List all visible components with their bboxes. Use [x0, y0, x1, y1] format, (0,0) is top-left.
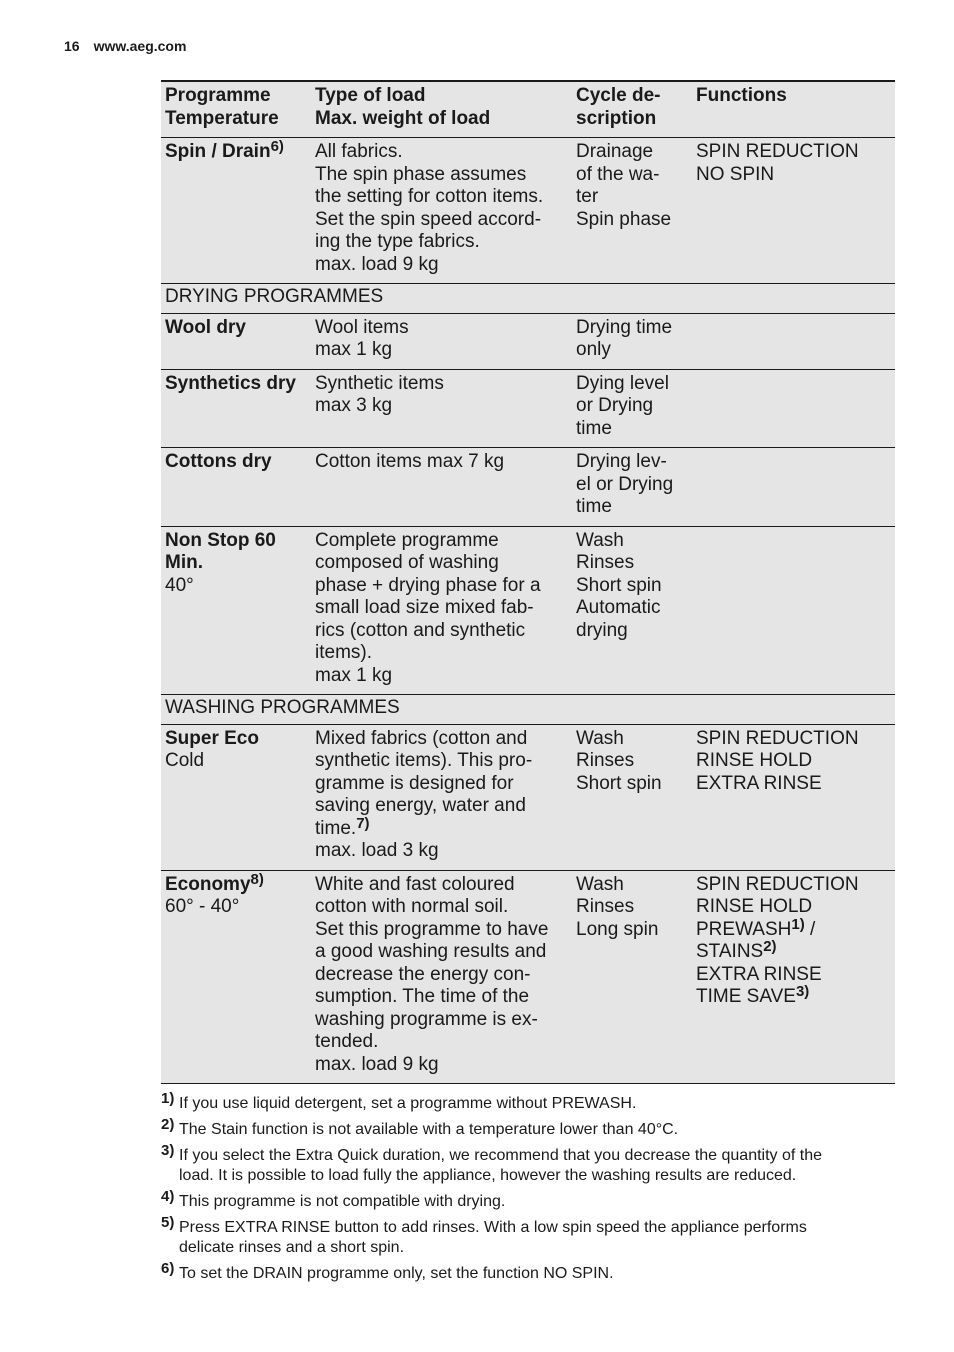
load-line: time.$^{7)}$: [315, 814, 370, 839]
function-item: [696, 728, 891, 751]
footnote-text: This programme is not compatible with drying.: [179, 1193, 506, 1210]
function-item: [696, 938, 891, 964]
cycle-line: Automatic: [576, 597, 661, 618]
table-row: [161, 526, 895, 695]
cycle-cell: [572, 526, 692, 695]
functions-cell: [692, 369, 895, 448]
section-row: [161, 284, 895, 314]
programme-cell: [161, 138, 311, 284]
load-line: items).: [315, 642, 372, 663]
cycle-line: Wash: [576, 873, 624, 895]
footnote: [161, 1188, 897, 1212]
footnote-ref: 3): [795, 983, 810, 1000]
section-row: [161, 695, 895, 725]
load-line: sumption. The time of the: [315, 986, 530, 1007]
function-item: [696, 164, 891, 187]
programme-cell: [161, 870, 311, 1084]
programme-cell: [161, 313, 311, 369]
programme-cell: [161, 369, 311, 448]
cycle-line: only: [576, 339, 611, 360]
programme-name: Economy: [165, 873, 251, 895]
cycle-line: of the wa-: [576, 163, 660, 185]
table-row: [161, 724, 895, 870]
functions-cell: [692, 448, 895, 527]
header-programme: Programme Temperature: [161, 81, 311, 138]
table-row: [161, 138, 895, 284]
programme-name: Super Eco: [165, 727, 259, 749]
footnote-text: The Stain function is not available with a temperature lower than 40°C.: [179, 1121, 679, 1138]
cycle-cell: [572, 138, 692, 284]
load-line: Cotton items max 7 kg: [315, 451, 505, 472]
cycle-line: or Drying: [576, 395, 654, 416]
load-line: gramme is designed for: [315, 772, 514, 794]
load-cell: [311, 724, 572, 870]
footnote-ref: 7): [356, 814, 370, 832]
cycle-line: Rinses: [576, 750, 635, 771]
table-header-row: [161, 81, 895, 138]
cycle-line: Drying time: [576, 316, 673, 338]
cycle-cell: [572, 724, 692, 870]
function-item: [696, 915, 891, 942]
function-label: EXTRA RINSE: [696, 963, 822, 985]
load-cell: [311, 138, 572, 284]
function-item: [696, 750, 891, 773]
load-line: cotton with normal soil.: [315, 896, 509, 917]
table-row: [161, 448, 895, 527]
page-number: 16: [64, 38, 80, 54]
footnote-mark: 2): [161, 1116, 175, 1133]
cycle-cell: [572, 369, 692, 448]
function-label: RINSE HOLD: [696, 896, 813, 917]
load-line: decrease the energy con-: [315, 963, 531, 985]
load-line: ing the type fabrics.: [315, 231, 480, 252]
table-row: [161, 369, 895, 448]
footnote-text: If you select the Extra Quick duration, we recommend that you decrease the quantity of the: [179, 1147, 823, 1164]
footnote: [161, 1116, 897, 1140]
function-label: SPIN REDUCTION: [696, 873, 859, 895]
function-label: PREWASH: [696, 918, 792, 940]
footnote-mark: 4): [161, 1188, 175, 1205]
load-line: max 3 kg: [315, 395, 393, 416]
load-line: tended.: [315, 1031, 379, 1052]
load-line: max. load 3 kg: [315, 840, 439, 861]
cycle-line: Short spin: [576, 772, 662, 794]
load-line: Mixed fabrics (cotton and: [315, 727, 528, 749]
site-url: www.aeg.com: [93, 38, 187, 54]
functions-cell: [692, 526, 895, 695]
programme-name: Wool dry: [165, 316, 246, 338]
cycle-line: drying: [576, 619, 628, 641]
function-label: EXTRA RINSE: [696, 772, 822, 794]
cycle-line: Rinses: [576, 896, 635, 917]
cycle-line: time: [576, 417, 612, 439]
load-cell: [311, 870, 572, 1084]
footnote-mark: 3): [161, 1142, 175, 1159]
functions-cell: [692, 313, 895, 369]
load-line: composed of washing: [315, 552, 499, 573]
load-line: washing programme is ex-: [315, 1008, 538, 1030]
footnote: [161, 1142, 897, 1186]
section-label: DRYING PROGRAMMES: [161, 284, 895, 314]
table-row: [161, 870, 895, 1084]
load-line: a good washing results and: [315, 941, 547, 962]
cycle-cell: [572, 448, 692, 527]
header-cycle: Cycle de- scription: [572, 81, 692, 138]
function-label: NO SPIN: [696, 163, 775, 185]
load-cell: [311, 313, 572, 369]
page-header: [64, 38, 186, 54]
cycle-cell: [572, 313, 692, 369]
load-line: the setting for cotton items.: [315, 186, 544, 207]
programme-table: [161, 80, 895, 1084]
cycle-line: Wash: [576, 529, 624, 551]
programme-temperature: 60° - 40°: [165, 896, 240, 917]
footnote-text: load. It is possible to load fully the appliance, however the washing results are reduced.: [179, 1167, 797, 1184]
footnote: [161, 1260, 897, 1284]
programme-name: Cottons dry: [165, 451, 272, 472]
function-item: [696, 983, 891, 1009]
footnote-text: To set the DRAIN programme only, set the function NO SPIN.: [179, 1265, 614, 1282]
function-label: RINSE HOLD: [696, 750, 813, 771]
load-line: saving energy, water and: [315, 795, 526, 816]
load-line: max. load 9 kg: [315, 253, 439, 275]
header-functions: Functions: [692, 81, 895, 138]
load-line: The spin phase assumes: [315, 163, 527, 185]
footnote-mark: 5): [161, 1214, 175, 1231]
footnote: [161, 1214, 897, 1258]
load-line: White and fast coloured: [315, 873, 515, 895]
function-label: SPIN REDUCTION: [696, 727, 859, 749]
programme-cell: [161, 526, 311, 695]
functions-cell: [692, 138, 895, 284]
table-row: [161, 313, 895, 369]
programme-name: Synthetics dry: [165, 372, 296, 394]
cycle-line: Wash: [576, 727, 624, 749]
load-line: max 1 kg: [315, 664, 393, 686]
function-item: [696, 874, 891, 897]
load-line: phase + drying phase for a: [315, 574, 541, 596]
footnote-mark: 1): [161, 1090, 175, 1107]
load-line: Wool items: [315, 316, 409, 338]
load-line: rics (cotton and synthetic: [315, 619, 526, 641]
load-line: Set the spin speed accord-: [315, 208, 542, 230]
programme-name: Spin / Drain: [165, 141, 271, 162]
section-label: WASHING PROGRAMMES: [161, 695, 895, 725]
cycle-cell: [572, 870, 692, 1084]
load-cell: [311, 448, 572, 527]
cycle-line: Dying level: [576, 372, 669, 394]
cycle-line: Short spin: [576, 574, 662, 596]
footnotes: [161, 1090, 897, 1290]
cycle-line: Rinses: [576, 552, 635, 573]
footnote-ref: 6): [270, 138, 284, 155]
footnote-ref: 1): [791, 915, 805, 933]
programme-temperature: 40°: [165, 574, 194, 596]
load-line: max. load 9 kg: [315, 1053, 439, 1075]
footnote-ref: 2): [763, 938, 777, 955]
function-label: STAINS: [696, 941, 764, 962]
footnote: [161, 1090, 897, 1114]
programme-temperature: Cold: [165, 750, 205, 771]
load-line: synthetic items). This pro-: [315, 750, 533, 771]
load-line: All fabrics.: [315, 141, 403, 162]
load-line: small load size mixed fab-: [315, 597, 534, 618]
cycle-line: Drying lev-: [576, 451, 667, 472]
cycle-line: ter: [576, 186, 599, 207]
function-item: [696, 773, 891, 796]
footnote-mark: 6): [161, 1260, 175, 1277]
functions-cell: [692, 870, 895, 1084]
programme-name: Non Stop 60 Min.: [165, 529, 276, 573]
load-line: max 1 kg: [315, 339, 393, 360]
cycle-line: time: [576, 496, 612, 517]
load-line: Set this programme to have: [315, 918, 549, 940]
table-body: [161, 138, 895, 1084]
function-item: [696, 964, 891, 987]
function-separator: /: [804, 918, 816, 940]
function-item: [696, 141, 891, 164]
cycle-line: el or Drying: [576, 473, 674, 495]
load-cell: [311, 369, 572, 448]
footnote-text: delicate rinses and a short spin.: [179, 1239, 405, 1256]
cycle-line: Drainage: [576, 141, 654, 162]
functions-cell: [692, 724, 895, 870]
programme-cell: [161, 724, 311, 870]
load-line: Synthetic items: [315, 372, 444, 394]
header-load: Type of load Max. weight of load: [311, 81, 572, 138]
function-label: SPIN REDUCTION: [696, 141, 859, 162]
footnote-text: If you use liquid detergent, set a programme without PREWASH.: [179, 1095, 637, 1112]
cycle-line: Spin phase: [576, 208, 672, 230]
cycle-line: Long spin: [576, 918, 659, 940]
footnote-text: Press EXTRA RINSE button to add rinses. With a low spin speed the appliance performs: [179, 1219, 807, 1236]
programme-cell: [161, 448, 311, 527]
function-label: TIME SAVE: [696, 986, 796, 1007]
load-line: Complete programme: [315, 529, 499, 551]
footnote-ref: 8): [250, 870, 264, 888]
load-cell: [311, 526, 572, 695]
